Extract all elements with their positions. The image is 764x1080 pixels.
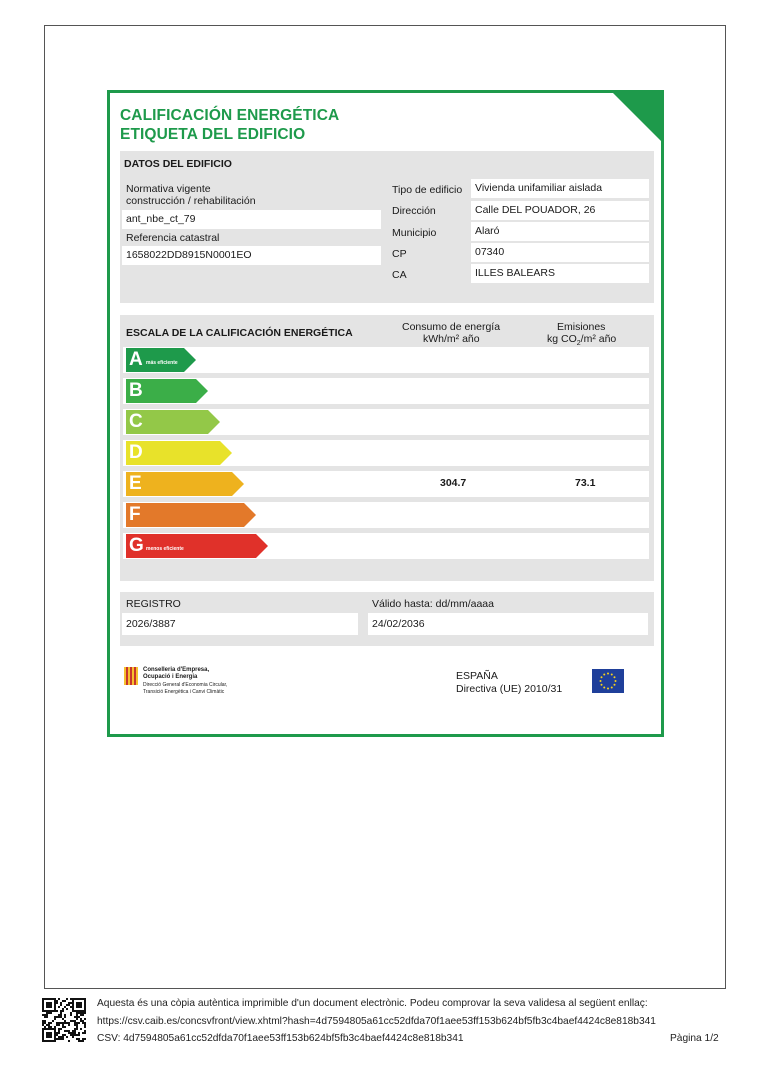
conselleria-text-1: Conselleria d'Empresa, — [143, 667, 210, 673]
normativa-value: ant_nbe_ct_79 — [122, 210, 381, 229]
rating-letter: F — [129, 504, 141, 525]
ref-catastral-label: Referencia catastral — [126, 232, 220, 244]
footer-url[interactable]: https://csv.caib.es/concsvfront/view.xhtml?hash=4d7594805a61cc52dfda70f1aee53ff153b624bf5fb3c4baef4424c8e818b341 — [97, 1016, 656, 1027]
field-label: Dirección — [392, 205, 436, 217]
direccio-text-1: Direcció General d'Economia Circular, — [143, 682, 228, 688]
corner-decoration — [611, 91, 663, 143]
country-label: ESPAÑA — [456, 670, 498, 682]
ref-catastral-value: 1658022DD8915N0001EO — [122, 246, 381, 265]
rating-row — [123, 347, 649, 373]
registro-value: 2026/3887 — [122, 613, 358, 635]
rating-scale-panel — [120, 315, 654, 581]
footer-csv: CSV: 4d7594805a61cc52dfda70f1aee53ff153b624bf5fb3c4baef4424c8e818b341 — [97, 1033, 464, 1044]
qr-code-icon — [42, 998, 86, 1042]
directive-label: Directiva (UE) 2010/31 — [456, 683, 563, 695]
rating-letter: D — [129, 442, 143, 463]
consumo-value: 304.7 — [440, 477, 467, 489]
building-data-panel — [120, 151, 654, 303]
emisiones-header: Emisiones — [557, 321, 606, 333]
rating-letter: B — [129, 380, 143, 401]
rating-row — [123, 440, 649, 466]
rating-letter: G — [129, 535, 144, 556]
rating-row — [123, 409, 649, 435]
page-number: Pàgina 1/2 — [670, 1033, 719, 1044]
energy-label-card — [107, 90, 664, 737]
eu-flag-icon — [592, 669, 624, 698]
normativa-label: Normativa vigente — [126, 183, 211, 195]
registry-panel — [120, 592, 654, 646]
footer-notice: Aquesta és una còpia autèntica imprimible d'un document electrònic. Podeu comprovar la seva validesa al següent enllaç: — [97, 998, 648, 1009]
direccio-text-2: Transició Energètica i Canvi Climàtic — [143, 689, 225, 695]
rating-scale-header: ESCALA DE LA CALIFICACIÓN ENERGÉTICA — [126, 327, 353, 339]
rating-arrow — [126, 502, 258, 528]
field-label: Municipio — [392, 227, 437, 239]
field-value: ILLES BALEARS — [471, 264, 649, 283]
conselleria-text-2: Ocupació i Energia — [143, 674, 198, 680]
rating-row — [123, 533, 649, 559]
rating-row — [123, 378, 649, 404]
field-label: Tipo de edificio — [392, 184, 463, 196]
field-value: Vivienda unifamiliar aislada — [471, 179, 649, 198]
field-value: Alaró — [471, 222, 649, 241]
valido-label: Válido hasta: dd/mm/aaaa — [372, 598, 494, 610]
rating-letter: E — [129, 473, 142, 494]
balearic-coat-of-arms-icon — [124, 667, 138, 685]
consumo-unit: kWh/m² año — [423, 333, 480, 345]
normativa-label-2: construcción / rehabilitación — [126, 195, 256, 207]
registro-label: REGISTRO — [126, 598, 181, 610]
field-label: CA — [392, 269, 407, 281]
rating-row — [123, 502, 649, 528]
rating-note: más eficiente — [146, 360, 178, 366]
building-data-header: DATOS DEL EDIFICIO — [124, 158, 232, 170]
field-label: CP — [392, 248, 407, 260]
field-value: 07340 — [471, 243, 649, 262]
valido-value: 24/02/2036 — [368, 613, 648, 635]
rating-letter: A — [129, 349, 143, 370]
rating-note: menos eficiente — [146, 546, 184, 552]
label-title-line1: CALIFICACIÓN ENERGÉTICA — [120, 107, 340, 124]
rating-arrow — [126, 471, 246, 497]
emisiones-value: 73.1 — [575, 477, 596, 489]
emisiones-unit: kg $CO_2/m^2$ año — [547, 333, 617, 348]
field-value: Calle DEL POUADOR, 26 — [471, 201, 649, 220]
rating-letter: C — [129, 411, 143, 432]
label-title-line2: ETIQUETA DEL EDIFICIO — [120, 126, 306, 143]
rating-row — [123, 471, 649, 497]
consumo-header: Consumo de energía — [402, 321, 501, 333]
